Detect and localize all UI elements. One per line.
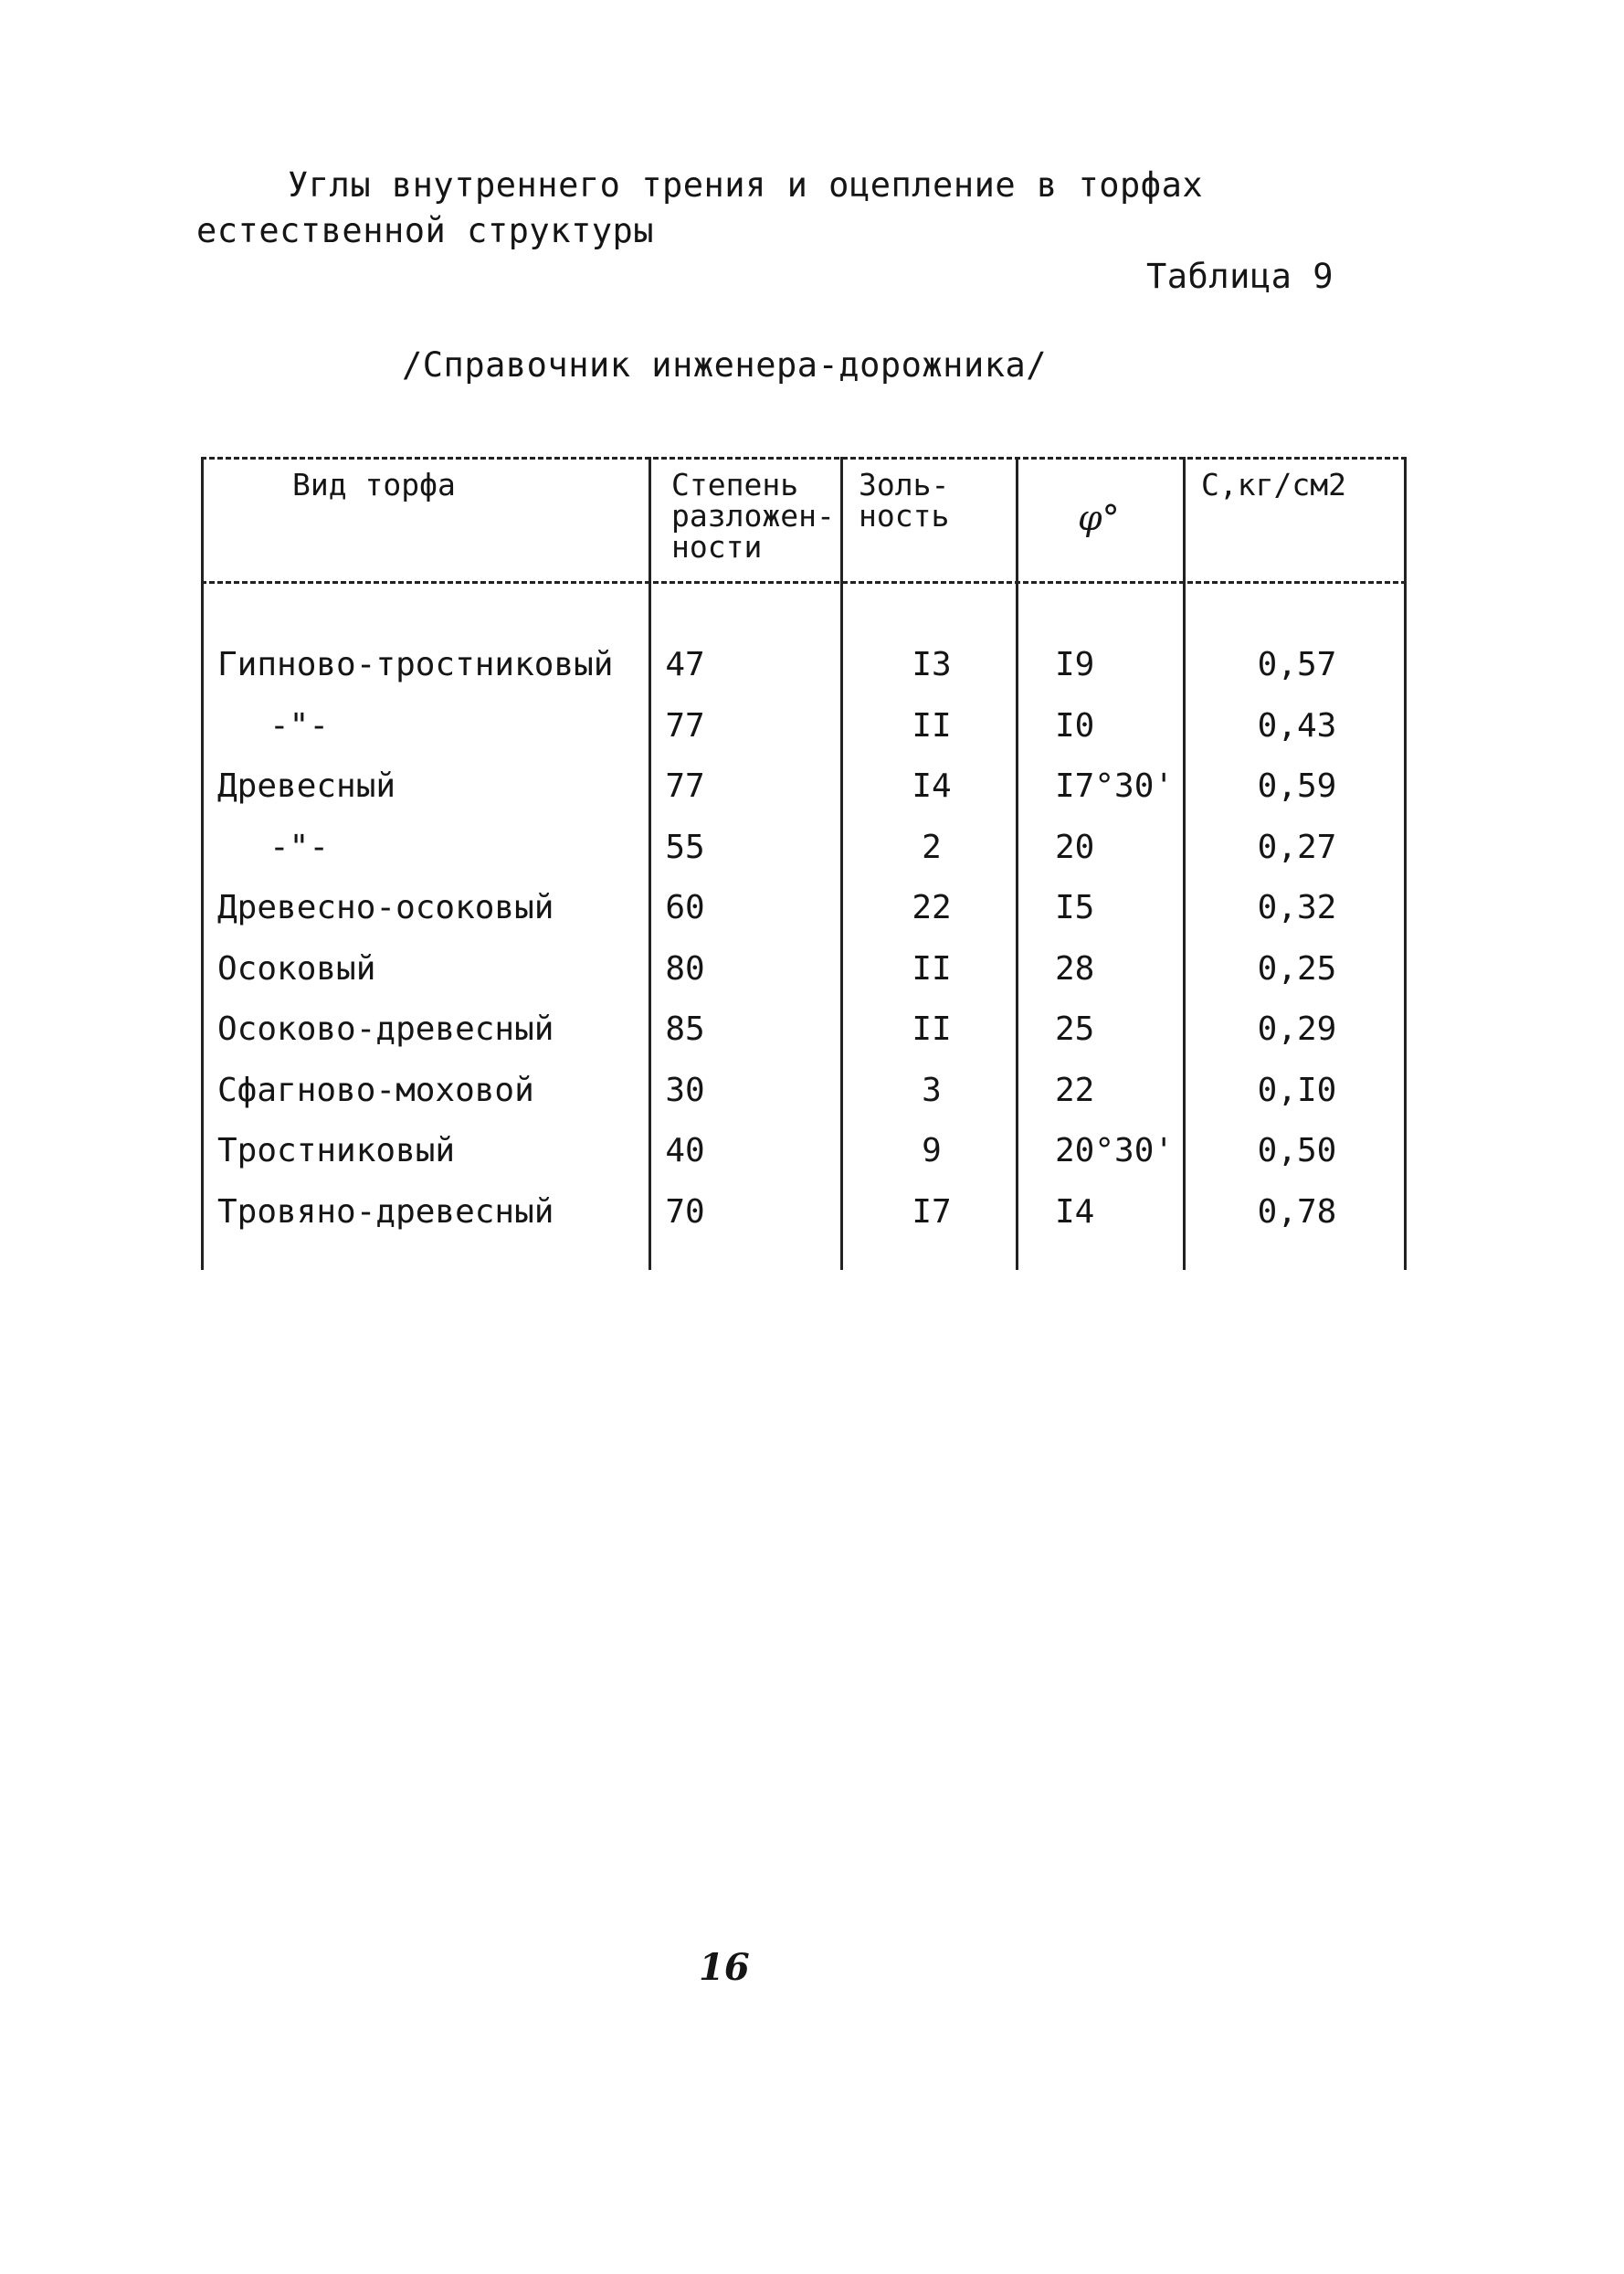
decomposition-cell: 60 bbox=[665, 889, 705, 926]
cohesion-cell: 0,43 bbox=[1257, 706, 1337, 745]
table-row bbox=[201, 1000, 1407, 1060]
cohesion-cell: 0,25 bbox=[1257, 949, 1337, 988]
friction-angle-cell: I7°30' bbox=[1055, 767, 1175, 805]
friction-angle-cell: I9 bbox=[1055, 646, 1095, 683]
header-peat-type: Вид торфа bbox=[292, 467, 456, 502]
decomposition-cell: 47 bbox=[665, 646, 705, 683]
ash-content-cell: II bbox=[912, 706, 952, 745]
table-row bbox=[201, 1182, 1407, 1243]
table-row bbox=[201, 1061, 1407, 1121]
decomposition-cell: 77 bbox=[665, 706, 705, 745]
header-friction-angle: φ° bbox=[1078, 498, 1120, 538]
cohesion-cell: 0,57 bbox=[1257, 646, 1337, 683]
cohesion-cell: 0,50 bbox=[1257, 1132, 1337, 1169]
peat-type-cell: Гипново-тростниковый bbox=[217, 646, 614, 683]
ash-content-cell: 2 bbox=[922, 828, 942, 866]
ash-content-cell: I7 bbox=[912, 1192, 952, 1231]
ash-content-cell: 3 bbox=[922, 1071, 942, 1109]
peat-type-cell: Сфагново-моховой bbox=[217, 1071, 534, 1109]
page-number: 16 bbox=[699, 1946, 750, 1989]
decomposition-cell: 85 bbox=[665, 1010, 705, 1048]
ash-content-cell: II bbox=[912, 1010, 952, 1048]
ash-content-cell: II bbox=[912, 949, 952, 988]
ash-content-cell: I4 bbox=[912, 767, 952, 805]
friction-angle-cell: 28 bbox=[1055, 949, 1095, 988]
table-row bbox=[201, 878, 1407, 938]
cohesion-cell: 0,59 bbox=[1257, 767, 1337, 805]
decomposition-cell: 55 bbox=[665, 828, 705, 866]
table-source: /Справочник инженера-дорожника/ bbox=[402, 345, 1048, 385]
peat-properties-table bbox=[201, 457, 1407, 1270]
friction-angle-cell: 25 bbox=[1055, 1010, 1095, 1048]
header-cohesion: С,кг/см2 bbox=[1201, 467, 1346, 502]
peat-type-cell: Тростниковый bbox=[217, 1132, 456, 1169]
peat-type-cell: -"- bbox=[269, 706, 330, 745]
friction-angle-cell: 20 bbox=[1055, 828, 1095, 866]
table-row bbox=[201, 939, 1407, 1000]
peat-type-cell: Осоковый bbox=[217, 949, 376, 988]
cohesion-cell: 0,I0 bbox=[1257, 1071, 1337, 1109]
cohesion-cell: 0,29 bbox=[1257, 1010, 1337, 1048]
friction-angle-cell: 22 bbox=[1055, 1071, 1095, 1109]
friction-angle-cell: I4 bbox=[1055, 1192, 1095, 1231]
header-ash-content: Золь-ность bbox=[859, 467, 950, 534]
cohesion-cell: 0,78 bbox=[1257, 1192, 1337, 1231]
decomposition-cell: 80 bbox=[665, 949, 705, 988]
header-decomposition-degree: Степень разложен-ности bbox=[671, 467, 835, 565]
friction-angle-cell: I5 bbox=[1055, 889, 1095, 926]
peat-type-cell: Осоково-древесный bbox=[217, 1010, 554, 1048]
peat-type-cell: Тровяно-древесный bbox=[217, 1192, 554, 1231]
cohesion-cell: 0,32 bbox=[1257, 889, 1337, 926]
peat-type-cell: -"- bbox=[269, 828, 330, 866]
ash-content-cell: I3 bbox=[912, 646, 952, 683]
table-top-rule bbox=[201, 457, 1407, 460]
decomposition-cell: 70 bbox=[665, 1192, 705, 1231]
peat-type-cell: Древесный bbox=[217, 767, 396, 805]
table-number-label: Таблица 9 bbox=[1146, 257, 1334, 296]
friction-angle-cell: I0 bbox=[1055, 706, 1095, 745]
table-row bbox=[201, 635, 1407, 695]
peat-type-cell: Древесно-осоковый bbox=[217, 889, 554, 926]
friction-angle-cell: 20°30' bbox=[1055, 1132, 1175, 1169]
cohesion-cell: 0,27 bbox=[1257, 828, 1337, 866]
table-row bbox=[201, 1121, 1407, 1181]
ash-content-cell: 9 bbox=[922, 1132, 942, 1169]
decomposition-cell: 40 bbox=[665, 1132, 705, 1169]
table-row bbox=[201, 756, 1407, 817]
decomposition-cell: 77 bbox=[665, 767, 705, 805]
table-row bbox=[201, 696, 1407, 756]
decomposition-cell: 30 bbox=[665, 1071, 705, 1109]
table-header-rule bbox=[201, 581, 1407, 584]
table-caption: Углы внутреннего трения и оцепление в торфах естественной структуры bbox=[196, 165, 1204, 250]
table-row bbox=[201, 818, 1407, 878]
ash-content-cell: 22 bbox=[912, 889, 952, 926]
